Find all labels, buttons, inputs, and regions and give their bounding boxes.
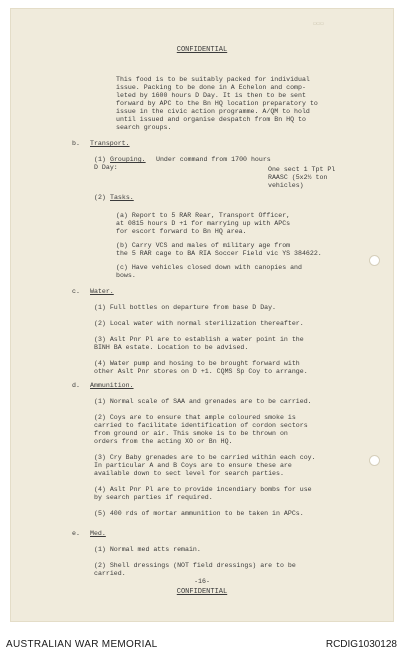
water-item: (2) Local water with normal sterilization thereafter. <box>94 320 304 327</box>
footer-classification: CONFIDENTIAL <box>176 588 228 596</box>
tasks-title: Tasks. <box>110 194 134 201</box>
task-line: for escort forward to Bn HQ area. <box>116 228 247 235</box>
page-number: -16- <box>194 578 210 585</box>
grouping-title: Grouping. <box>110 156 146 163</box>
ammo-item: (1) Normal scale of SAA and grenades are to be carried. <box>94 398 312 405</box>
water-item: (1) Full bottles on departure from base D Day. <box>94 304 277 311</box>
section-letter: b. <box>72 140 80 147</box>
water-item: (4) Water pump and hosing to be brought forward with <box>94 360 300 367</box>
grouping-text: Under command from 1700 hours <box>156 156 271 163</box>
med-item: (1) Normal med atts remain. <box>94 546 201 553</box>
grouping-right: RAASC (5x2½ ton <box>268 174 328 181</box>
ammo-item: (3) Cry Baby grenades are to be carried within each coy. <box>94 454 316 461</box>
section-letter: d. <box>72 382 80 389</box>
ammo-item: available down to sect level for search parties. <box>94 470 284 477</box>
document-page <box>10 8 394 622</box>
intro-line: This food is to be suitably packed for individual <box>116 76 310 83</box>
water-item: (3) Aslt Pnr Pl are to establish a water point in the <box>94 336 304 343</box>
header-classification: CONFIDENTIAL <box>176 46 228 54</box>
archive-footer <box>0 634 405 654</box>
section-letter: e. <box>72 530 80 537</box>
med-item: (2) Shell dressings (NOT field dressings) are to be <box>94 562 296 569</box>
task-line: at 0815 hours D +1 for marrying up with APCs <box>116 220 291 227</box>
intro-line: leted by 1600 hours D Day. It is then to be sent <box>116 92 306 99</box>
ammo-item: from ground or air. This smoke is to be thrown on <box>94 430 288 437</box>
section-title-water: Water. <box>90 288 114 295</box>
intro-line: forward by APC to the Bn HQ location preparatory to <box>116 100 318 107</box>
ammo-item: (5) 400 rds of mortar ammunition to be taken in APCs. <box>94 510 304 517</box>
med-item: carried. <box>94 570 126 577</box>
ammo-item: (2) Coys are to ensure that ample coloured smoke is <box>94 414 296 421</box>
section-title-med: Med. <box>90 530 106 537</box>
task-line: the 5 RAR cage to BA RIA Soccer Field vic YS 384622. <box>116 250 322 257</box>
tasks-num: (2) <box>94 194 106 201</box>
grouping-text: D Day: <box>94 164 118 171</box>
intro-line: issue in the civic action programme. A/QM to hold <box>116 108 310 115</box>
section-letter: c. <box>72 288 80 295</box>
ammo-item: by search parties if required. <box>94 494 213 501</box>
ammo-item: carried to facilitate identification of cordon sectors <box>94 422 308 429</box>
intro-line: until issued and organise despatch from Bn HQ to <box>116 116 306 123</box>
water-item: other Aslt Pnr stores on D +1. CQMS Sp Coy to arrange. <box>94 368 308 375</box>
section-title-ammunition: Ammunition. <box>90 382 134 389</box>
grouping-right: vehicles) <box>268 182 304 189</box>
task-line: (c) Have vehicles closed down with canopies and <box>116 264 302 271</box>
archive-ref: RCDIG1030128 <box>325 639 397 650</box>
task-line: bows. <box>116 272 136 279</box>
ammo-item: orders from the acting XO or Bn HQ. <box>94 438 233 445</box>
archive-name: AUSTRALIAN WAR MEMORIAL <box>6 639 158 650</box>
task-line: (b) Carry VCS and males of military age from <box>116 242 291 249</box>
task-line: (a) Report to 5 RAR Rear, Transport Officer, <box>116 212 291 219</box>
grouping-num: (1) <box>94 156 106 163</box>
punch-hole <box>369 255 380 266</box>
section-title-transport: Transport. <box>90 140 130 147</box>
faint-mark: ▭▭▭ <box>313 20 324 27</box>
ammo-item: In particular A and B Coys are to ensure these are <box>94 462 292 469</box>
intro-line: issue. Packing to be done in A Echelon and comp- <box>116 84 306 91</box>
ammo-item: (4) Aslt Pnr Pl are to provide incendiary bombs for use <box>94 486 312 493</box>
punch-hole <box>369 455 380 466</box>
water-item: BINH BA estate. Location to be advised. <box>94 344 249 351</box>
grouping-right: One sect 1 Tpt Pl <box>268 166 336 173</box>
intro-line: search groups. <box>116 124 172 131</box>
